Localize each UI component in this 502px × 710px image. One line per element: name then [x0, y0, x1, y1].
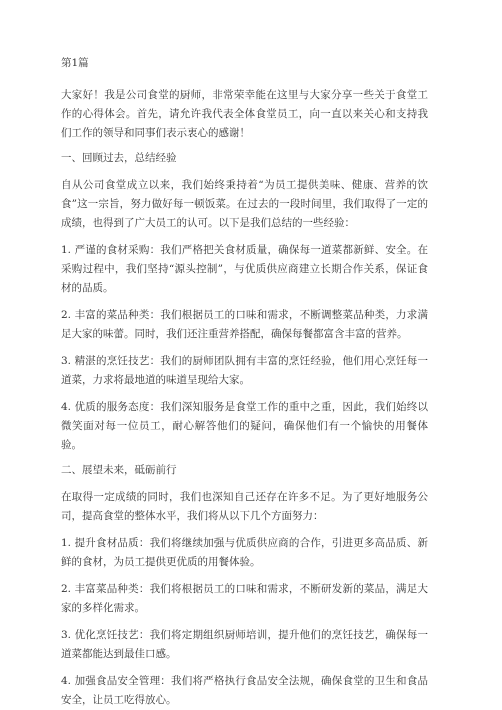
list-item: 3. 精湛的烹饪技艺：我们的厨师团队拥有丰富的烹饪经验，他们用心烹饪每一道菜，力求将最地道的味道呈现给大家。	[61, 355, 428, 386]
list-item: 4. 加强食品安全管理：我们将严格执行食品安全法规，确保食堂的卫生和食品安全，让员工吃得放心。	[61, 675, 428, 706]
list-item: 1. 提升食材品质：我们将继续加强与优质供应商的合作，引进更多高品质、新鲜的食材，为员工提供更优质的用餐体验。	[61, 537, 428, 568]
section-heading-review: 一、回顾过去，总结经验	[61, 152, 177, 164]
section-intro-review: 自从公司食堂成立以来，我们始终秉持着“为员工提供美味、健康、营养的饮食”这一宗旨，努力做好每一顿饭菜。在过去的一段时间里，我们取得了一定的成绩，也得到了广大员工的认可。以下是我们总结的一些经验：	[61, 179, 428, 229]
list-item: 2. 丰富菜品种类：我们将根据员工的口味和需求，不断研发新的菜品，满足大家的多样化需求。	[61, 583, 428, 614]
intro-paragraph: 大家好！我是公司食堂的厨师，非常荣幸能在这里与大家分享一些关于食堂工作的心得体会。首先，请允许我代表全体食堂员工，向一直以来关心和支持我们工作的领导和同事们表示衷心的感谢！	[61, 89, 428, 139]
section-intro-outlook: 在取得一定成绩的同时，我们也深知自己还存在许多不足。为了更好地服务公司，提高食堂的整体水平，我们将从以下几个方面努力：	[61, 491, 428, 522]
section-heading-outlook: 二、展望未来，砥砺前行	[61, 464, 177, 476]
list-item: 3. 优化烹饪技艺：我们将定期组织厨师培训，提升他们的烹饪技艺，确保每一道菜都能达到最佳口感。	[61, 629, 428, 660]
list-item: 2. 丰富的菜品种类：我们根据员工的口味和需求，不断调整菜品种类，力求满足大家的味蕾。同时，我们还注重营养搭配，确保每餐都富含丰富的营养。	[61, 309, 428, 340]
page-label: 第1篇	[61, 57, 89, 69]
list-item: 1. 严谨的食材采购：我们严格把关食材质量，确保每一道菜都新鲜、安全。在采购过程中，我们坚持“源头控制”，与优质供应商建立长期合作关系，保证食材的品质。	[61, 244, 428, 294]
list-item: 4. 优质的服务态度：我们深知服务是食堂工作的重中之重，因此，我们始终以微笑面对每一位员工，耐心解答他们的疑问，确保他们有一个愉快的用餐体验。	[61, 401, 428, 451]
